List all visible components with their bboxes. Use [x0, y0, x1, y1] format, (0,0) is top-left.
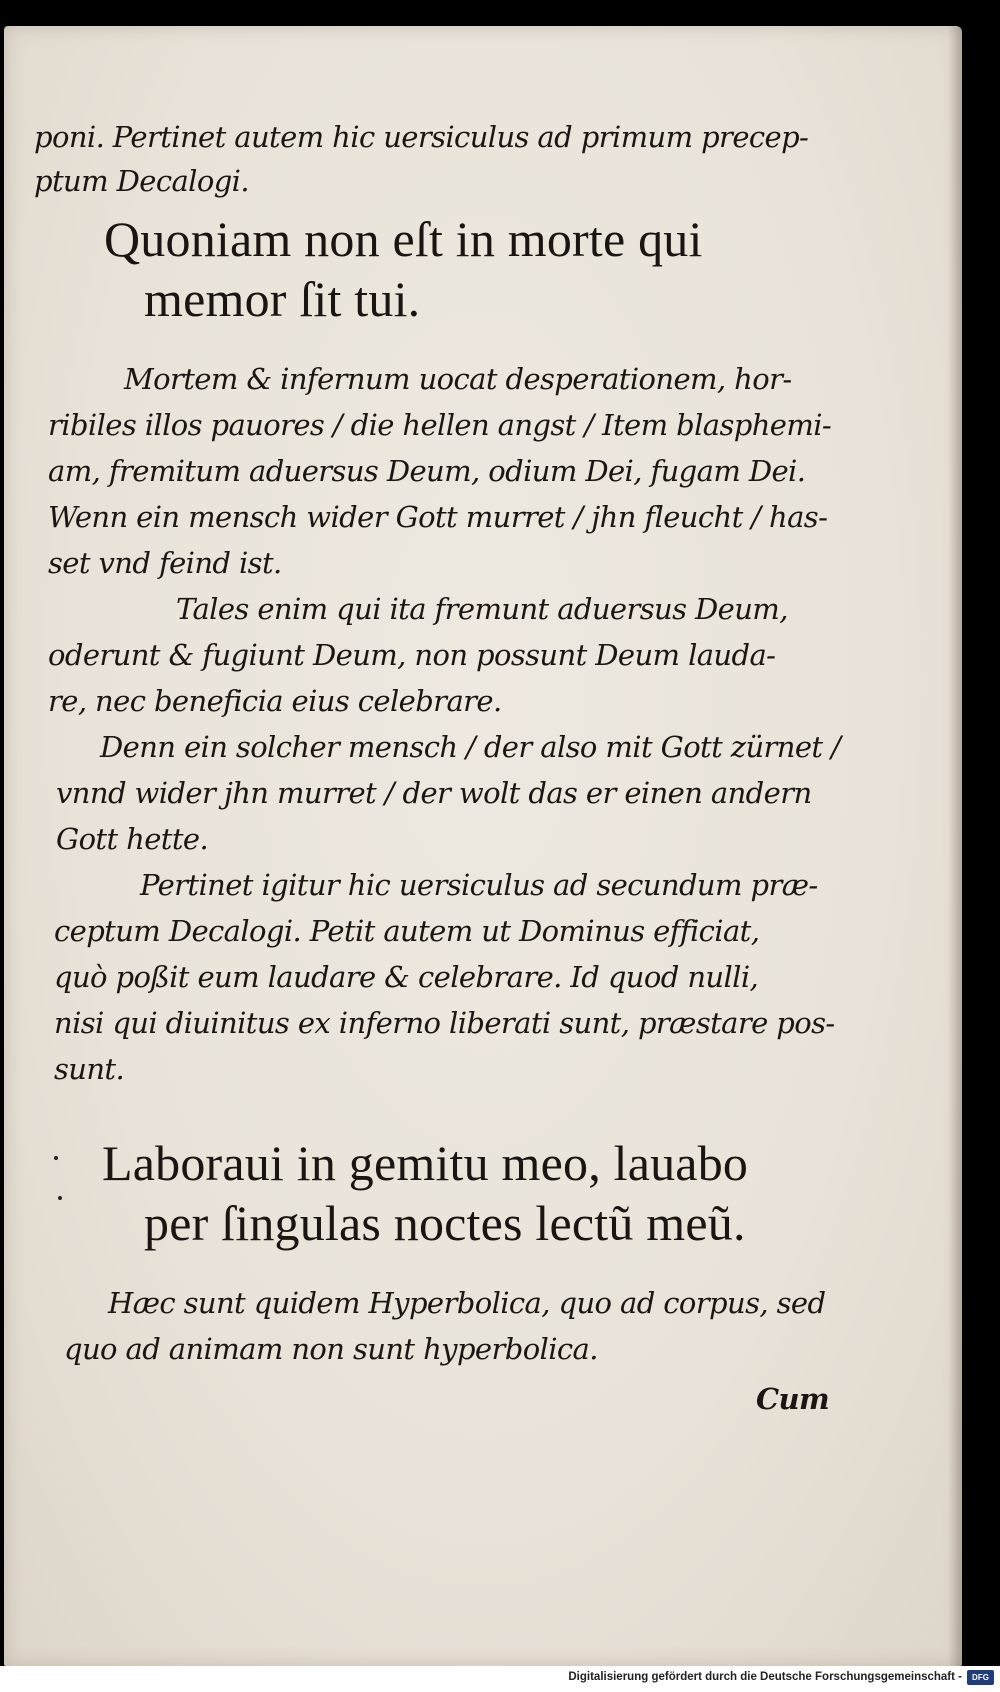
book-page [4, 26, 962, 1666]
footer-bar [0, 1666, 1000, 1692]
text-line-1: poni. Pertinet autem hic uersiculus ad primum precep- [34, 120, 809, 154]
dfg-logo-icon: DFG [967, 1670, 994, 1685]
psalm-verse-heading-3: Laboraui in gemitu meo, lauabo [102, 1135, 749, 1191]
text-line-11: Denn ein solcher mensch / der also mit Gott zürnet / [100, 730, 841, 764]
text-line-17: nisi qui diuinitus ex inferno liberati sunt, præstare pos- [54, 1006, 835, 1040]
margin-mark [58, 1196, 62, 1200]
text-line-2: ptum Decalogi. [34, 164, 249, 198]
text-line-16: quò poßit eum laudare & celebrare. Id quod nulli, [54, 960, 759, 994]
text-line-9: oderunt & fugiunt Deum, non possunt Deum lauda- [48, 638, 776, 672]
text-line-18: sunt. [54, 1052, 125, 1086]
text-line-14: Pertinet igitur hic uersiculus ad secundum præ- [140, 868, 818, 902]
text-line-7: set vnd feind ist. [48, 546, 282, 580]
text-line-15: ceptum Decalogi. Petit autem ut Dominus efficiat, [54, 914, 760, 948]
text-line-12: vnnd wider jhn murret / der wolt das er einen andern [56, 776, 812, 810]
text-line-4: ribiles illos pauores / die hellen angst / Item blasphemi- [48, 408, 832, 442]
margin-mark [54, 1156, 58, 1160]
psalm-verse-heading-1: Quoniam non eſt in morte qui [104, 211, 703, 267]
catchword: Cum [756, 1382, 830, 1416]
text-line-3: Mortem & infernum uocat desperationem, hor- [124, 362, 792, 396]
footer-credit: Digitalisierung gefördert durch die Deutsche Forschungsgemeinschaft - [568, 1671, 962, 1683]
text-line-8: Tales enim qui ita fremunt aduersus Deum, [176, 592, 788, 626]
text-line-20: quo ad animam non sunt hyperbolica. [64, 1332, 598, 1366]
psalm-verse-heading-2: memor ſit tui. [144, 271, 421, 327]
text-line-10: re, nec beneficia eius celebrare. [48, 684, 502, 718]
psalm-verse-heading-4: per ſingulas noctes lectũ meũ. [144, 1195, 746, 1251]
text-line-5: am, fremitum aduersus Deum, odium Dei, fugam Dei. [48, 454, 806, 488]
text-line-19: Hæc sunt quidem Hyperbolica, quo ad corpus, sed [108, 1286, 826, 1320]
text-line-13: Gott hette. [56, 822, 209, 856]
text-line-6: Wenn ein mensch wider Gott murret / jhn fleucht / has- [48, 500, 828, 534]
